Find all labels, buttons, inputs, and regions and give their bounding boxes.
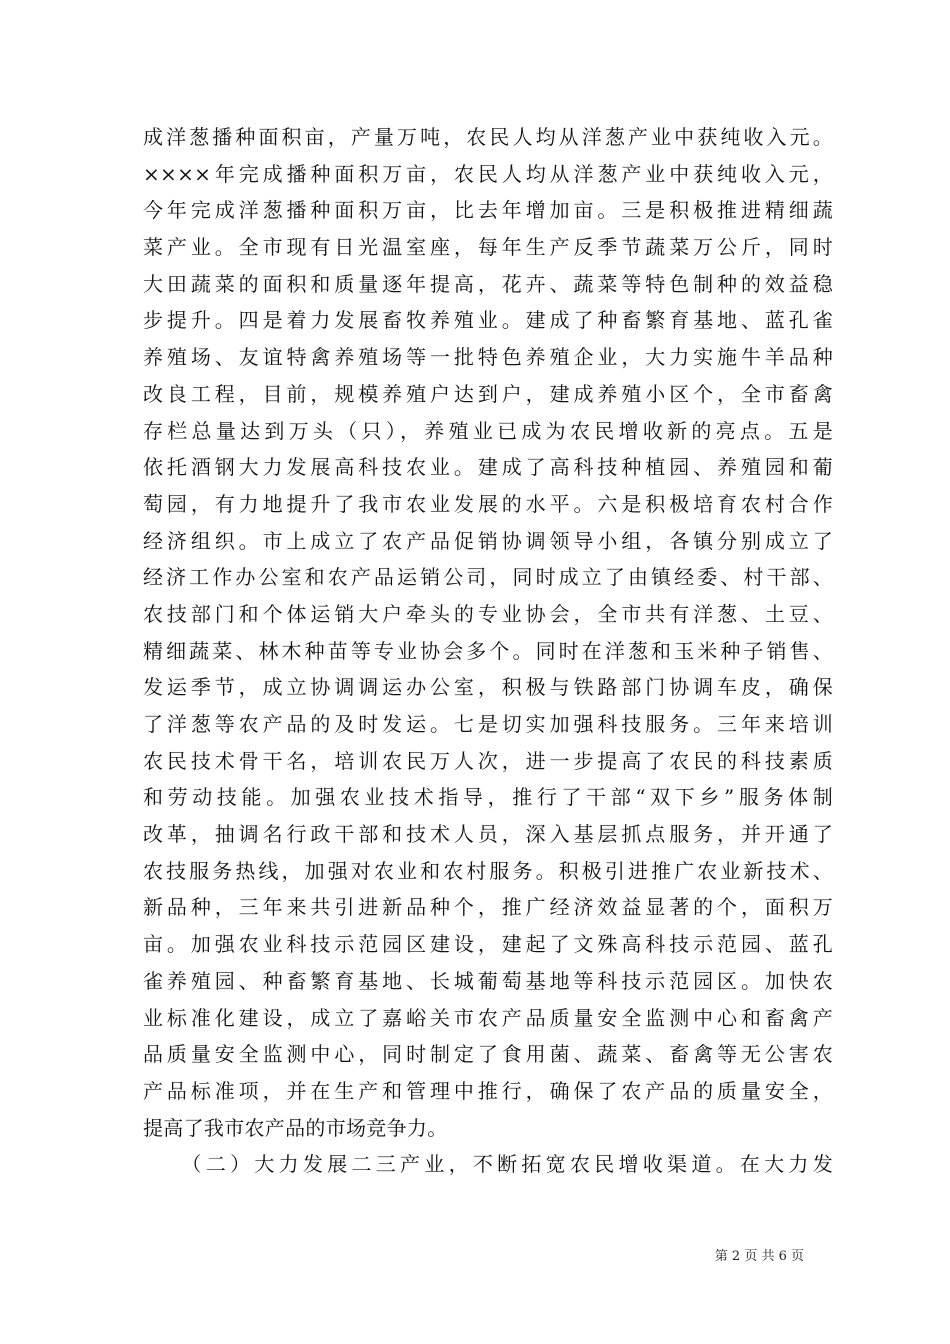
- text-line: 步提升。四是着力发展畜牧养殖业。建成了种畜繁育基地、蓝孔雀: [143, 308, 833, 333]
- paragraph-end-line: 提高了我市农产品的市场竞争力。: [143, 1115, 448, 1140]
- text-line: 品质量安全监测中心，同时制定了食用菌、蔬菜、畜禽等无公害农: [143, 1042, 833, 1067]
- text-line: 改良工程，目前，规模养殖户达到户，建成养殖小区个，全市畜禽: [143, 381, 833, 406]
- text-line: 改革，抽调名行政干部和技术人员，深入基层抓点服务，并开通了: [143, 822, 833, 847]
- text-line: 精细蔬菜、林木种苗等专业协会多个。同时在洋葱和玉米种子销售、: [143, 638, 833, 663]
- text-line: 大田蔬菜的面积和质量逐年提高，花卉、蔬菜等特色制种的效益稳: [143, 271, 833, 296]
- text-line: 存栏总量达到万头（只），养殖业已成为农民增收新的亮点。五是: [143, 418, 833, 443]
- text-line: 经济组织。市上成立了农产品促销协调领导小组，各镇分别成立了: [143, 528, 833, 553]
- text-line: 发运季节，成立协调调运办公室，积极与铁路部门协调车皮，确保: [143, 675, 833, 700]
- text-line: 经济工作办公室和农产品运销公司，同时成立了由镇经委、村干部、: [143, 565, 833, 590]
- text-line: 了洋葱等农产品的及时发运。七是切实加强科技服务。三年来培训: [143, 712, 833, 736]
- text-line: 养殖场、友谊特禽养殖场等一批特色养殖企业，大力实施牛羊品种: [143, 345, 833, 370]
- text-line: 亩。加强农业科技示范园区建设，建起了文殊高科技示范园、蓝孔: [143, 932, 833, 957]
- text-line: 产品标准项，并在生产和管理中推行，确保了农产品的质量安全，: [143, 1078, 833, 1103]
- text-line: 农技部门和个体运销大户牵头的专业协会，全市共有洋葱、土豆、: [143, 601, 833, 626]
- text-line: 业标准化建设，成立了嘉峪关市农产品质量安全监测中心和畜禽产: [143, 1005, 833, 1030]
- text-line: 成洋葱播种面积亩，产量万吨，农民人均从洋葱产业中获纯收入元。: [143, 125, 833, 149]
- text-line: 菜产业。全市现有日光温室座，每年生产反季节蔬菜万公斤，同时: [143, 235, 833, 260]
- text-line: 新品种，三年来共引进新品种个，推广经济效益显著的个，面积万: [143, 895, 833, 920]
- text-line: 今年完成洋葱播种面积万亩，比去年增加亩。三是积极推进精细蔬: [143, 198, 833, 223]
- body-text: [143, 119, 833, 1183]
- text-line: 萄园，有力地提升了我市农业发展的水平。六是积极培育农村合作: [143, 491, 833, 516]
- text-line: 和劳动技能。加强农业技术指导，推行了干部“双下乡”服务体制: [143, 785, 833, 810]
- text-line: 雀养殖园、种畜繁育基地、长城葡萄基地等科技示范园区。加快农: [143, 968, 833, 993]
- page-footer: 第 2 页 共 6 页: [714, 1249, 804, 1264]
- text-line: 农民技术骨干名，培训农民万人次，进一步提高了农民的科技素质: [143, 748, 833, 773]
- text-line: 依托酒钢大力发展高科技农业。建成了高科技种植园、养殖园和葡: [143, 455, 833, 480]
- section-heading-line: （二）大力发展二三产业，不断拓宽农民增收渠道。在大力发: [143, 1152, 833, 1177]
- text-line: 农技服务热线，加强对农业和农村服务。积极引进推广农业新技术、: [143, 858, 833, 883]
- text-line: ××××年完成播种面积万亩，农民人均从洋葱产业中获纯收入元，: [143, 161, 833, 186]
